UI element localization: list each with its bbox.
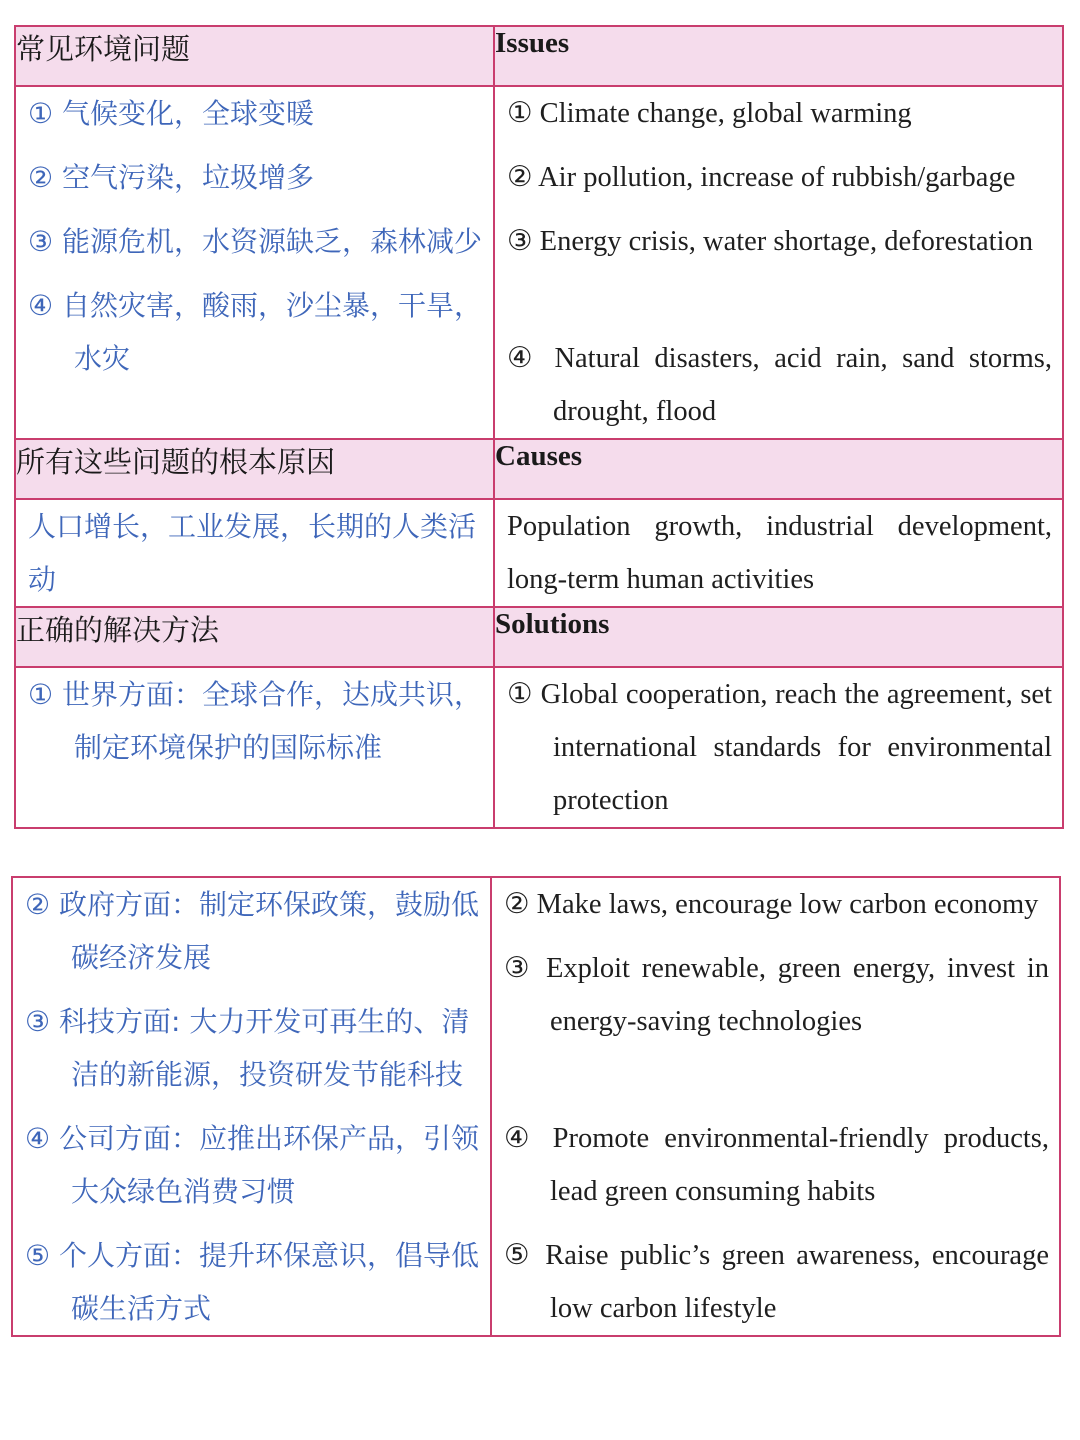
causes-body-row: [15, 499, 1063, 607]
solution-item-en: ④ Promote environmental-friendly products, lead green consuming habits: [504, 1123, 1049, 1207]
solutions-continued-row: [12, 877, 1060, 1336]
solutions-body-row: [15, 667, 1063, 828]
environment-table-part-2: [11, 876, 1061, 1337]
environment-table-part-1: [14, 25, 1064, 829]
issues-list-zh: [15, 86, 494, 439]
issues-header-en: Issues: [494, 26, 1063, 86]
issues-body-row: [15, 86, 1063, 439]
solutions-list-zh: [15, 667, 494, 828]
issues-header-zh: 常见环境问题: [15, 26, 494, 86]
solution-item-en: ③ Exploit renewable, green energy, invest in energy-saving technologies: [504, 953, 1049, 1037]
solutions-header-zh: 正确的解决方法: [15, 607, 494, 667]
solution-item-zh: ② 政府方面：制定环保政策，鼓励低碳经济发展: [25, 888, 480, 974]
solutions-header-en: Solutions: [494, 607, 1063, 667]
issue-item-zh: ② 空气污染，垃圾增多: [28, 161, 315, 194]
causes-cell-en: [494, 499, 1063, 607]
issue-item-en: ④ Natural disasters, acid rain, sand storms, drought, flood: [507, 343, 1052, 427]
causes-cell-zh: [15, 499, 494, 607]
causes-text-zh: 人口增长，工业发展，长期的人类活动: [28, 510, 477, 596]
solution-item-zh: ① 世界方面：全球合作，达成共识，制定环境保护的国际标准: [28, 678, 483, 764]
solution-item-zh: ③ 科技方面: 大力开发可再生的、清洁的新能源，投资研发节能科技: [25, 1005, 470, 1091]
solutions-continued-en: [491, 877, 1060, 1336]
issue-item-en: ② Air pollution, increase of rubbish/garbage: [507, 162, 1016, 193]
issue-item-en: ① Climate change, global warming: [507, 98, 912, 129]
causes-header-row: [15, 439, 1063, 499]
solution-item-zh: ④ 公司方面：应推出环保产品，引领大众绿色消费习惯: [25, 1122, 480, 1208]
issues-header-row: [15, 26, 1063, 86]
issues-list-en: [494, 86, 1063, 439]
issue-item-zh: ④ 自然灾害，酸雨，沙尘暴，干旱，水灾: [28, 289, 483, 375]
causes-header-en: Causes: [494, 439, 1063, 499]
issue-item-zh: ③ 能源危机，水资源缺乏，森林减少: [28, 225, 483, 258]
solutions-continued-zh: [12, 877, 491, 1336]
causes-text-en: Population growth, industrial development, long-term human activities: [507, 511, 1052, 595]
solutions-header-row: [15, 607, 1063, 667]
solution-item-en: ① Global cooperation, reach the agreement, set international standards for environmental protection: [507, 679, 1052, 816]
issue-item-zh: ① 气候变化，全球变暖: [28, 97, 315, 130]
causes-header-zh: 所有这些问题的根本原因: [15, 439, 494, 499]
solution-item-en: ⑤ Raise public’s green awareness, encourage low carbon lifestyle: [504, 1240, 1049, 1324]
issue-item-en: ③ Energy crisis, water shortage, deforestation: [507, 226, 1033, 257]
solution-item-zh: ⑤ 个人方面：提升环保意识，倡导低碳生活方式: [25, 1239, 480, 1325]
solution-item-en: ② Make laws, encourage low carbon economy: [504, 889, 1039, 920]
solutions-list-en: [494, 667, 1063, 828]
